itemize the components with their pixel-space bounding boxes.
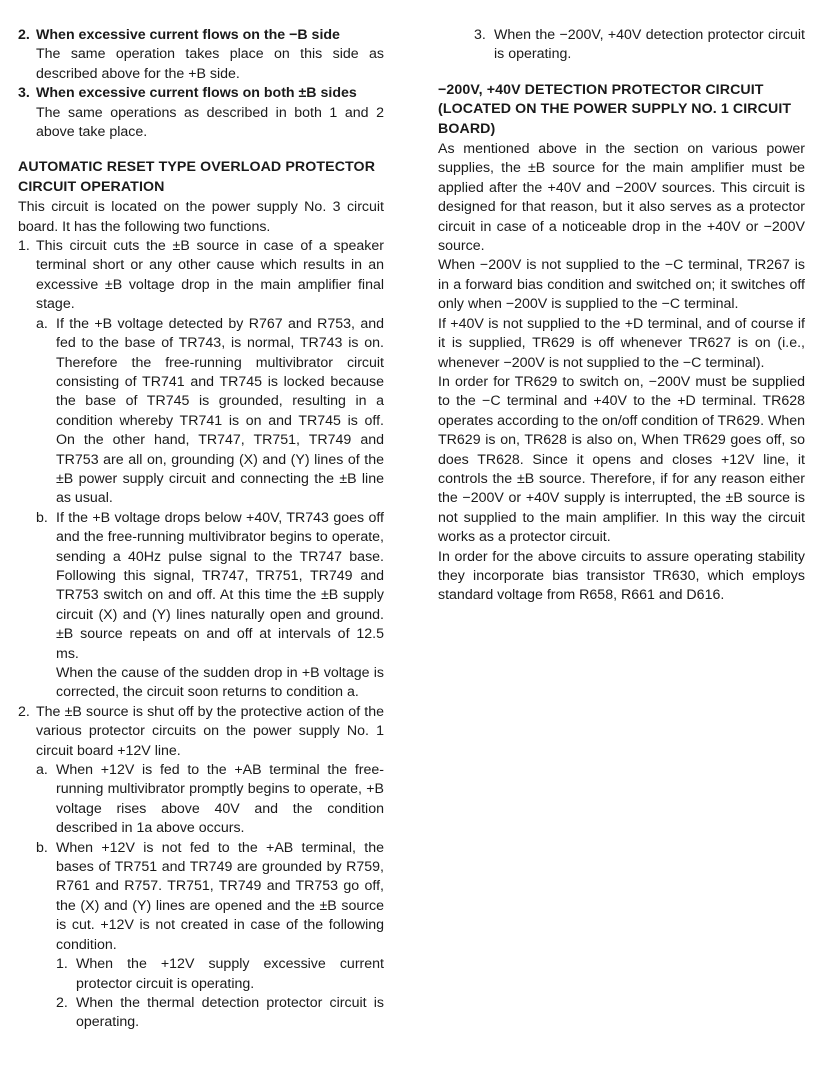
list-text: When +12V is not fed to the +AB terminal, the bases of TR751 and TR749 are grounded by R759, R761 and R757. TR751, TR749 and TR753 go off, the (X) and (Y) lines are opened and the ±B source is cut. +12V is not created in case of the following condition.	[56, 839, 384, 953]
condition-1	[56, 955, 384, 994]
list-text: When +12V is fed to the +AB terminal the free-running multivibrator promptly begins to operate, +B voltage rises above 40V and the condition described in 1a above occurs.	[56, 762, 384, 837]
condition-2	[56, 994, 384, 1033]
left-column	[18, 26, 384, 1033]
function-1a	[36, 315, 384, 509]
paragraph-4: In order for TR629 to switch on, −200V must be supplied to the −C terminal and +40V to the +D terminal. TR628 operates according to the on/off condition of TR629. When TR629 is on, TR628 is also on, When TR629 goes off, so does TR628. Since it opens and closes +12V line, it controls the ±B source. Therefore, if for any reason either the −200V or +40V supply is interrupted, the ±B source is not supplied to the main amplifier. In this way the circuit works as a protector circuit.	[438, 373, 806, 546]
list-text: When the thermal detection protector circuit is operating.	[76, 994, 384, 1031]
list-number: 1.	[18, 238, 30, 255]
item-3-heading	[18, 84, 384, 103]
section-intro: This circuit is located on the power supply No. 3 circuit board. It has the following two functions.	[18, 199, 384, 235]
right-column	[438, 26, 805, 606]
function-1	[18, 237, 384, 315]
paragraph-2: When −200V is not supplied to the −C terminal, TR267 is in a forward bias condition and switched on; it switches off only when −200V is supplied to the −C terminal.	[438, 257, 805, 313]
list-text: When the −200V, +40V detection protector circuit is operating.	[494, 27, 805, 63]
section-heading-overload: AUTOMATIC RESET TYPE OVERLOAD PROTECTOR CIRCUIT OPERATION	[18, 159, 376, 195]
item-heading-text: When excessive current flows on the −B side	[36, 27, 340, 43]
list-letter: a.	[36, 762, 48, 779]
list-number: 2.	[56, 994, 68, 1011]
list-text: If the +B voltage detected by R767 and R753, and fed to the base of TR743, is normal, TR743 is on. Therefore the free-running multivibrator circuit consisting of TR741 and TR745 is locked because the base of TR745 is grounded, resulting in a condition whereby TR741 is on and TR745 is off. On the other hand, TR747, TR751, TR749 and TR753 are all on, grounding (X) and (Y) lines of the ±B power supply circuit and connecting the ±B line as usual.	[56, 315, 384, 507]
function-1b	[36, 509, 384, 664]
list-number: 1.	[56, 956, 68, 973]
list-text: If the +B voltage drops below +40V, TR743 goes off and the free-running multivibrator begins to operate, sending a 40Hz pulse signal to the TR747 base. Following this signal, TR747, TR751, TR749 and TR753 switch on and off. At this time the ±B supply circuit (X) and (Y) lines naturally open and ground. ±B source repeats on and off at intervals of 12.5 ms.	[56, 509, 384, 662]
list-text: This circuit cuts the ±B source in case of a speaker terminal short or any other cause which results in an excessive ±B voltage drop in the main amplifier final stage.	[36, 238, 384, 313]
function-1b-continued: When the cause of the sudden drop in +B voltage is corrected, the circuit soon returns to condition a.	[56, 665, 384, 701]
item-heading-text: When excessive current flows on both ±B sides	[36, 85, 357, 102]
item-2-body: The same operation takes place on this side as described above for the +B side.	[36, 46, 384, 82]
list-number: 3.	[474, 27, 486, 43]
function-2	[18, 703, 384, 761]
list-number: 2.	[18, 703, 30, 720]
list-text: The ±B source is shut off by the protective action of the various protector circuits on the power supply No. 1 circuit board +12V line.	[36, 703, 384, 759]
list-letter: b.	[36, 509, 48, 526]
paragraph-5: In order for the above circuits to assure operating stability they incorporate bias transistor TR630, which employs standard voltage from R658, R661 and D616.	[438, 548, 805, 604]
item-2-heading	[18, 26, 384, 45]
condition-3	[474, 26, 805, 65]
paragraph-1: As mentioned above in the section on various power supplies, the ±B source for the main amplifier must be applied after the +40V and −200V sources. This circuit is designed for that reason, but it also serves as a protector circuit in case of a noticeable drop in the +40V or −200V source.	[438, 141, 805, 255]
item-number: 3.	[18, 85, 30, 102]
item-3-body: The same operations as described in both 1 and 2 above take place.	[36, 104, 384, 141]
function-2b	[36, 839, 384, 955]
item-number: 2.	[18, 27, 30, 43]
list-text: When the +12V supply excessive current protector circuit is operating.	[76, 956, 384, 992]
list-letter: a.	[36, 315, 48, 332]
paragraph-3: If +40V is not supplied to the +D terminal, and of course if it is supplied, TR629 is off whenever TR627 is on (i.e., whenever −200V is not supplied to the −C terminal).	[438, 315, 805, 371]
section-heading-detection: −200V, +40V DETECTION PROTECTOR CIRCUIT (LOCATED ON THE POWER SUPPLY NO. 1 CIRCUIT BOARD)	[438, 81, 792, 137]
list-letter: b.	[36, 839, 48, 856]
function-2a	[36, 761, 384, 839]
